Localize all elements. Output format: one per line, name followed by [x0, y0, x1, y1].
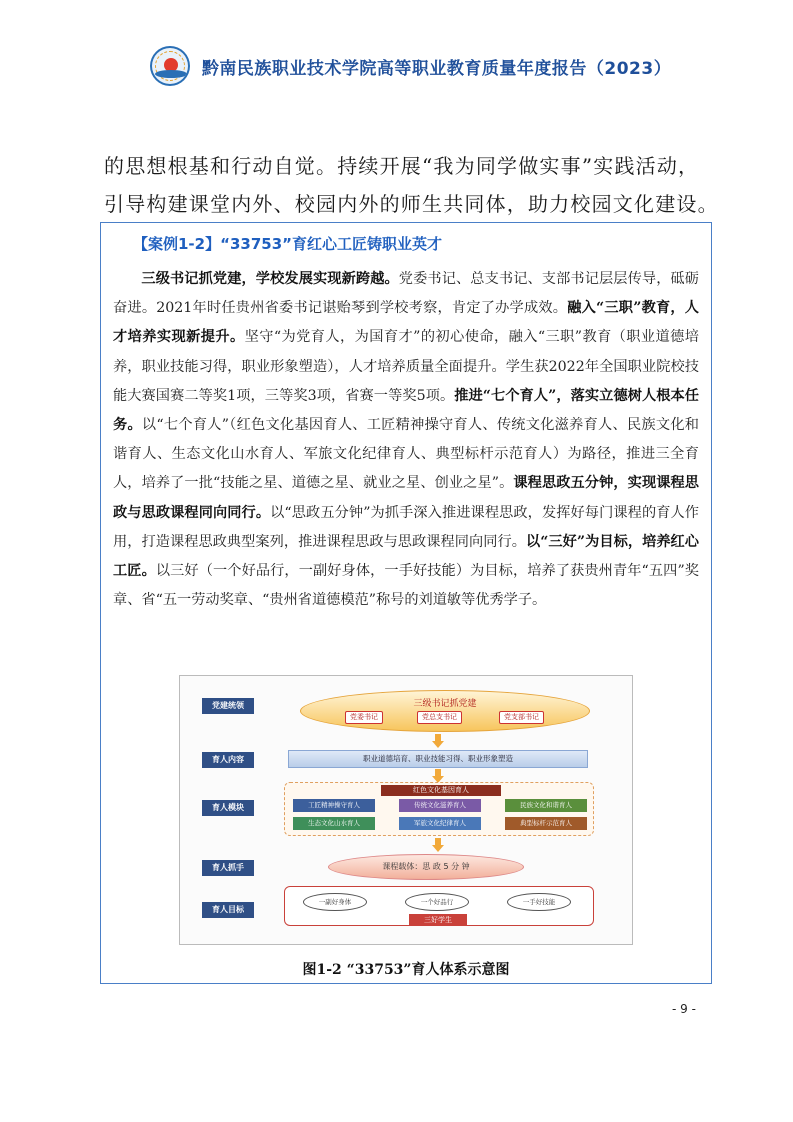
module-group [284, 782, 594, 836]
down-arrow-icon [432, 769, 444, 783]
module-tile: 传统文化滋养育人 [399, 799, 481, 812]
diagram-label: 育人抓手 [202, 860, 254, 876]
down-arrow-icon [432, 734, 444, 748]
case-text: 以“七个育人”（红色文化基因育人、工匠精神操守育人、传统文化滋养育人、民族文化和谐育人、生态文化山水育人、军旅文化纪律育人、典型标杆示范育人）为路径，推进三全育人，培养了一批“技能之星、道德之星、就业之星、创业之星”。 [113, 417, 699, 492]
diagram-label: 育人内容 [202, 752, 254, 768]
body-line-2: 引导构建课堂内外、校园内外的师生共同体，助力校园文化建设。 [104, 192, 719, 216]
top-title: 三级书记抓党建 [413, 699, 477, 709]
module-title: 红色文化基因育人 [381, 785, 501, 796]
diagram-label: 育人目标 [202, 902, 254, 918]
case-text: 以“思政五分钟”为抓手深入推进课程思政，发挥好每门课程的育人作用，打造课程思政典型案列，推进课程思政与思政课程同向同行。 [113, 504, 699, 550]
secretary-pill: 党总支书记 [417, 711, 462, 724]
module-tile: 军旅文化纪律育人 [399, 817, 481, 830]
header-title: 黔南民族职业技术学院高等职业教育质量年度报告（2023） [201, 58, 672, 79]
module-tile: 生态文化山水育人 [293, 817, 375, 830]
page-header [150, 44, 670, 88]
case-box [100, 222, 712, 984]
college-logo-icon [150, 46, 190, 86]
case-text: 党委书记、总支书记、支部书记层层传导，砥砺奋进。2021年时任贵州省委书记谌贻琴到学校考察，肯定了办学成效。 [113, 271, 699, 317]
content-bar: 职业道德培育、职业技能习得、职业形象塑造 [288, 750, 588, 768]
education-system-diagram [179, 675, 633, 945]
goal-item: 一副好身体 [303, 893, 367, 911]
goal-item: 一手好技能 [507, 893, 571, 911]
down-arrow-icon [432, 838, 444, 852]
case-paragraph [113, 265, 699, 615]
module-tile: 工匠精神操守育人 [293, 799, 375, 812]
case-highlight: 以“三好”为目标，培养红心工匠。 [113, 533, 699, 580]
party-building-ellipse [300, 690, 590, 732]
case-highlight: 课程思政五分钟，实现课程思政与思政课程同向同行。 [113, 475, 699, 521]
secretary-pill: 党委书记 [345, 711, 383, 724]
module-tile: 民族文化和谐育人 [505, 799, 587, 812]
diagram-label: 党建统领 [202, 698, 254, 714]
module-tile: 典型标杆示范育人 [505, 817, 587, 830]
goal-result: 三好学生 [409, 914, 467, 926]
goal-item: 一个好品行 [405, 893, 469, 911]
case-text: 坚守“为党育人，为国育才”的初心使命，融入“三职”教育（职业道德培养，职业技能习得，职业形象塑造），人才培养质量全面提升。学生获2022年全国职业院校技能大赛国赛二等奖1项，三等奖3项，省赛一等奖5项。 [113, 329, 699, 404]
figure-caption: 图1-2 “33753”育人体系示意图 [302, 962, 510, 978]
secretary-pill: 党支部书记 [499, 711, 544, 724]
grip-oval: 课程载体：思 政 5 分 钟 [328, 854, 524, 880]
page-number: - 9 - [672, 1002, 696, 1016]
case-highlight: 融入“三职”教育，人才培养实现新提升。 [113, 300, 699, 346]
body-line-1: 的思想根基和行动自觉。持续开展“我为同学做实事”实践活动， [104, 154, 700, 178]
goal-box [284, 886, 594, 926]
case-highlight: 推进“七个育人”，落实立德树人根本任务。 [113, 387, 699, 434]
diagram-label: 育人模块 [202, 800, 254, 816]
case-highlight: 三级书记抓党建，学校发展实现新跨越。 [141, 271, 399, 287]
case-title: 【案例1-2】“33753”育红心工匠铸职业英才 [133, 235, 443, 253]
case-text: 以三好（一个好品行，一副好身体，一手好技能）为目标，培养了获贵州青年“五四”奖章、省“五一劳动奖章、“贵州省道德模范”称号的刘道敏等优秀学子。 [113, 563, 699, 609]
